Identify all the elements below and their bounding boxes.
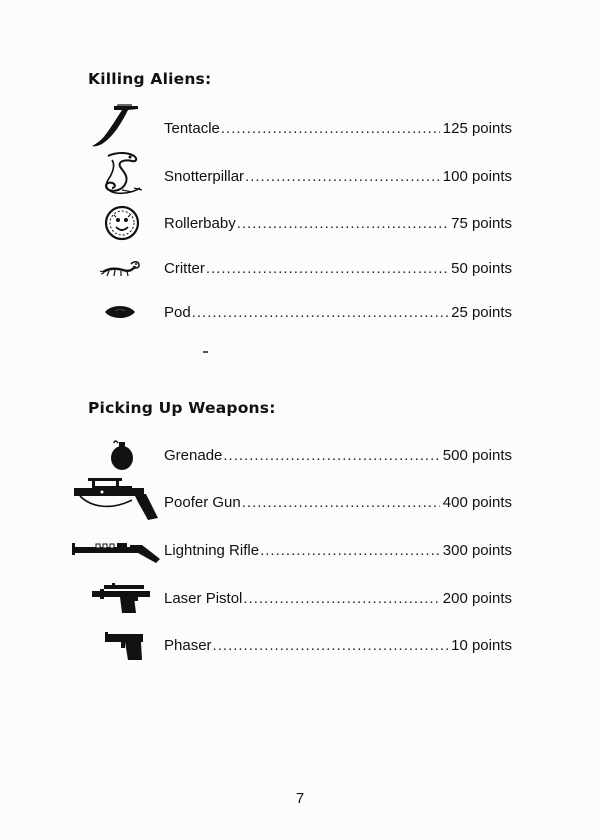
phaser-icon [100, 625, 146, 665]
item-points: 100 points [442, 168, 512, 185]
item-name: Critter [164, 260, 205, 277]
list-item-pod [0, 292, 600, 332]
list-item-critter [0, 248, 600, 288]
critter-icon [98, 248, 142, 288]
item-name: Poofer Gun [164, 494, 241, 511]
section-title-picking-up-weapons: Picking Up Weapons: [88, 399, 276, 417]
item-name: Pod [164, 304, 191, 321]
laser-pistol-icon [90, 578, 154, 618]
score-line [164, 120, 512, 138]
item-name: Rollerbaby [164, 215, 236, 232]
item-name: Tentacle [164, 120, 220, 137]
list-item-rollerbaby [0, 203, 600, 243]
dot-leader [223, 447, 439, 465]
page-number: 7 [295, 790, 305, 807]
dot-leader [245, 168, 440, 186]
score-line [164, 542, 512, 560]
list-item-phaser [0, 625, 600, 665]
list-item-poofer-gun [0, 482, 600, 522]
lightning-rifle-icon [70, 530, 162, 570]
item-name: Grenade [164, 447, 223, 464]
score-line [164, 447, 512, 465]
rollerbaby-icon [100, 203, 144, 243]
poofer-gun-icon [72, 476, 160, 522]
item-name: Lightning Rifle [164, 542, 260, 559]
score-line [164, 168, 512, 186]
score-line [164, 260, 512, 278]
list-item-lightning-rifle [0, 530, 600, 570]
list-item-laser-pistol [0, 578, 600, 618]
pod-icon [100, 292, 140, 332]
item-name: Laser Pistol [164, 590, 243, 607]
score-line [164, 494, 512, 512]
score-line [164, 304, 512, 322]
print-speck [203, 351, 208, 353]
dot-leader [206, 260, 448, 278]
dot-leader [221, 120, 440, 138]
item-name: Phaser [164, 637, 212, 654]
item-points: 500 points [442, 447, 512, 464]
score-line [164, 590, 512, 608]
score-line [164, 637, 512, 655]
list-item-snotterpillar [0, 156, 600, 196]
score-line [164, 215, 512, 233]
grenade-icon [104, 435, 140, 475]
snotterpillar-icon [98, 150, 148, 196]
dot-leader [260, 542, 440, 560]
list-item-grenade [0, 435, 600, 475]
section-title-killing-aliens: Killing Aliens: [88, 70, 212, 88]
dot-leader [242, 494, 440, 512]
dot-leader [237, 215, 448, 233]
tentacle-icon [88, 104, 146, 150]
item-points: 200 points [442, 590, 512, 607]
item-points: 300 points [442, 542, 512, 559]
dot-leader [243, 590, 439, 608]
list-item-tentacle [0, 108, 600, 148]
item-points: 125 points [442, 120, 512, 137]
dot-leader [213, 637, 449, 655]
item-points: 25 points [451, 304, 512, 321]
item-points: 75 points [451, 215, 512, 232]
item-points: 400 points [442, 494, 512, 511]
dot-leader [192, 304, 448, 322]
item-points: 50 points [451, 260, 512, 277]
item-name: Snotterpillar [164, 168, 245, 185]
item-points: 10 points [451, 637, 512, 654]
